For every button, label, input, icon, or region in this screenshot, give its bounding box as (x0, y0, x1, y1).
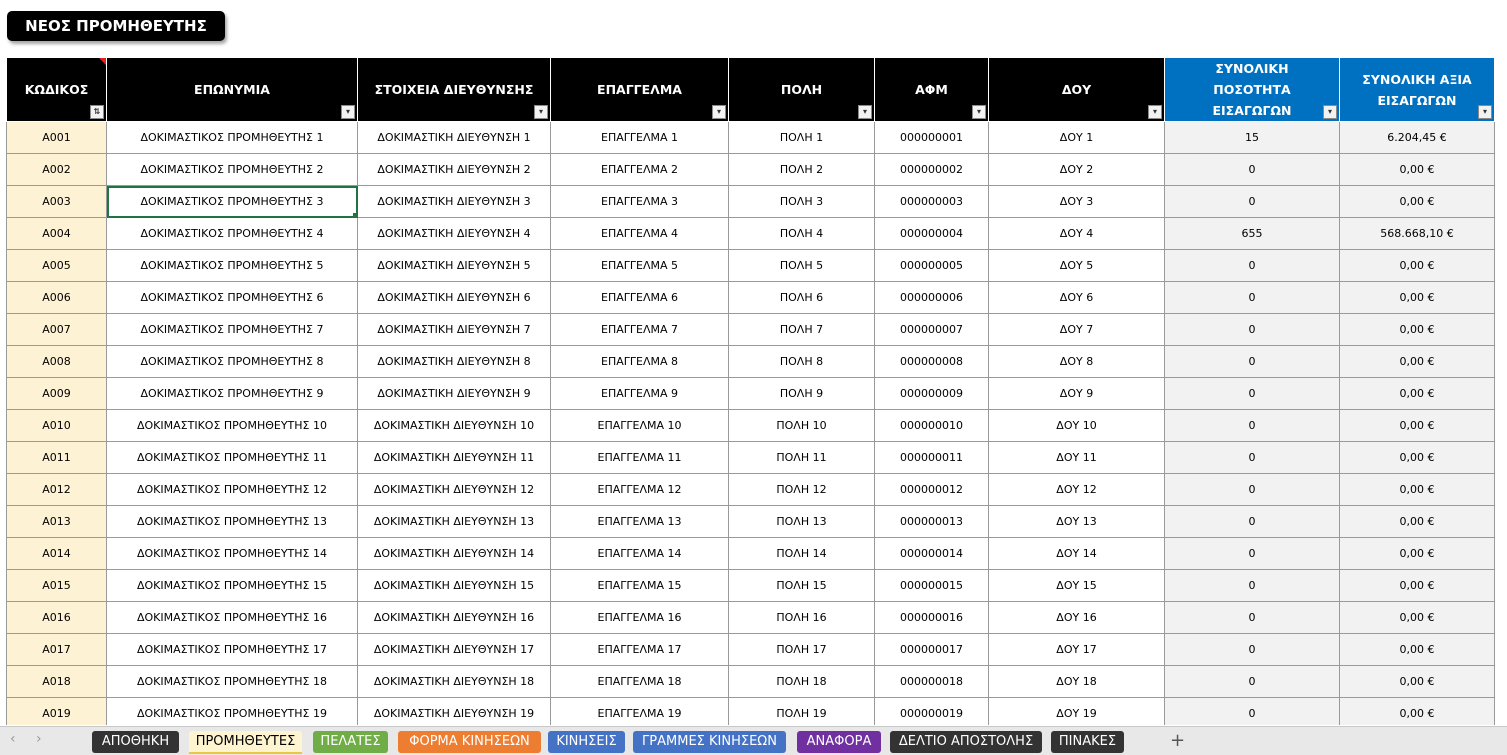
cell-name[interactable]: ΔΟΚΙΜΑΣΤΙΚΟΣ ΠΡΟΜΗΘΕΥΤΗΣ 12 (107, 474, 358, 506)
sheet-tab[interactable]: ΚΙΝΗΣΕΙΣ (548, 731, 625, 753)
cell-total-value[interactable]: 0,00 € (1340, 506, 1495, 538)
filter-dropdown-icon[interactable]: ▾ (1478, 105, 1492, 119)
cell-doy[interactable]: ΔΟΥ 11 (989, 442, 1165, 474)
cell-address[interactable]: ΔΟΚΙΜΑΣΤΙΚΗ ΔΙΕΥΘΥΝΣΗ 12 (358, 474, 551, 506)
table-row (7, 666, 1495, 698)
cell-code[interactable]: A019 (7, 698, 107, 726)
cell-afm[interactable]: 000000017 (875, 634, 989, 666)
cell-doy[interactable]: ΔΟΥ 4 (989, 218, 1165, 250)
table-row (7, 154, 1495, 186)
cell-code[interactable]: A009 (7, 378, 107, 410)
cell-profession[interactable]: ΕΠΑΓΓΕΛΜΑ 17 (551, 634, 729, 666)
cell-profession[interactable]: ΕΠΑΓΓΕΛΜΑ 14 (551, 538, 729, 570)
cell-afm[interactable]: 000000007 (875, 314, 989, 346)
cell-afm[interactable]: 000000011 (875, 442, 989, 474)
sheet-tab[interactable]: ΓΡΑΜΜΕΣ ΚΙΝΗΣΕΩΝ (633, 731, 786, 753)
sheet-tab[interactable]: ΦΟΡΜΑ ΚΙΝΗΣΕΩΝ (398, 731, 541, 753)
cell-afm[interactable]: 000000005 (875, 250, 989, 282)
cell-code[interactable]: A014 (7, 538, 107, 570)
filter-dropdown-icon[interactable]: ▾ (1148, 105, 1162, 119)
cell-total-value[interactable]: 0,00 € (1340, 250, 1495, 282)
cell-name[interactable]: ΔΟΚΙΜΑΣΤΙΚΟΣ ΠΡΟΜΗΘΕΥΤΗΣ 13 (107, 506, 358, 538)
cell-total-value[interactable]: 0,00 € (1340, 378, 1495, 410)
cell-doy[interactable]: ΔΟΥ 10 (989, 410, 1165, 442)
cell-afm[interactable]: 000000009 (875, 378, 989, 410)
cell-total-qty[interactable]: 0 (1165, 570, 1340, 602)
cell-total-qty[interactable]: 0 (1165, 442, 1340, 474)
cell-profession[interactable]: ΕΠΑΓΓΕΛΜΑ 12 (551, 474, 729, 506)
cell-afm[interactable]: 000000019 (875, 698, 989, 726)
cell-total-value[interactable]: 0,00 € (1340, 314, 1495, 346)
column-header-doy[interactable] (989, 58, 1165, 122)
cell-profession[interactable]: ΕΠΑΓΓΕΛΜΑ 11 (551, 442, 729, 474)
filter-dropdown-icon[interactable]: ▾ (534, 105, 548, 119)
column-header-code[interactable] (7, 58, 107, 122)
cell-profession[interactable]: ΕΠΑΓΓΕΛΜΑ 2 (551, 154, 729, 186)
cell-profession[interactable]: ΕΠΑΓΓΕΛΜΑ 6 (551, 282, 729, 314)
cell-total-value[interactable]: 0,00 € (1340, 154, 1495, 186)
cell-profession[interactable]: ΕΠΑΓΓΕΛΜΑ 4 (551, 218, 729, 250)
column-header-profession[interactable] (551, 58, 729, 122)
column-header-label: ΑΦΜ (915, 82, 948, 97)
cell-total-qty[interactable]: 0 (1165, 506, 1340, 538)
cell-name[interactable]: ΔΟΚΙΜΑΣΤΙΚΟΣ ΠΡΟΜΗΘΕΥΤΗΣ 16 (107, 602, 358, 634)
next-sheet-button[interactable]: › (36, 731, 42, 747)
cell-total-qty[interactable]: 0 (1165, 378, 1340, 410)
cell-profession[interactable]: ΕΠΑΓΓΕΛΜΑ 18 (551, 666, 729, 698)
column-header-name[interactable] (107, 58, 358, 122)
cell-city[interactable]: ΠΟΛΗ 5 (729, 250, 875, 282)
header-row (7, 58, 1495, 122)
cell-address[interactable]: ΔΟΚΙΜΑΣΤΙΚΗ ΔΙΕΥΘΥΝΣΗ 9 (358, 378, 551, 410)
cell-city[interactable]: ΠΟΛΗ 18 (729, 666, 875, 698)
cell-total-qty[interactable]: 0 (1165, 602, 1340, 634)
filter-dropdown-icon[interactable]: ▾ (858, 105, 872, 119)
cell-name[interactable]: ΔΟΚΙΜΑΣΤΙΚΟΣ ΠΡΟΜΗΘΕΥΤΗΣ 6 (107, 282, 358, 314)
column-header-total-value[interactable] (1340, 58, 1495, 122)
cell-profession[interactable]: ΕΠΑΓΓΕΛΜΑ 1 (551, 122, 729, 154)
cell-name[interactable]: ΔΟΚΙΜΑΣΤΙΚΟΣ ΠΡΟΜΗΘΕΥΤΗΣ 3 (107, 186, 358, 218)
cell-total-qty[interactable]: 0 (1165, 634, 1340, 666)
cell-total-qty[interactable]: 0 (1165, 474, 1340, 506)
cell-address[interactable]: ΔΟΚΙΜΑΣΤΙΚΗ ΔΙΕΥΘΥΝΣΗ 19 (358, 698, 551, 726)
table-row (7, 282, 1495, 314)
cell-afm[interactable]: 000000002 (875, 154, 989, 186)
table-row (7, 442, 1495, 474)
cell-code[interactable]: A016 (7, 602, 107, 634)
comment-indicator-icon (99, 58, 106, 65)
cell-address[interactable]: ΔΟΚΙΜΑΣΤΙΚΗ ΔΙΕΥΘΥΝΣΗ 15 (358, 570, 551, 602)
suppliers-sheet (6, 57, 1507, 725)
cell-total-value[interactable]: 0,00 € (1340, 186, 1495, 218)
column-header-afm[interactable] (875, 58, 989, 122)
cell-code[interactable]: A015 (7, 570, 107, 602)
cell-name[interactable]: ΔΟΚΙΜΑΣΤΙΚΟΣ ΠΡΟΜΗΘΕΥΤΗΣ 15 (107, 570, 358, 602)
cell-afm[interactable]: 000000018 (875, 666, 989, 698)
cell-afm[interactable]: 000000014 (875, 538, 989, 570)
cell-total-value[interactable]: 0,00 € (1340, 282, 1495, 314)
table-row (7, 218, 1495, 250)
column-header-label: ΚΩΔΙΚΟΣ (24, 82, 89, 97)
cell-address[interactable]: ΔΟΚΙΜΑΣΤΙΚΗ ΔΙΕΥΘΥΝΣΗ 18 (358, 666, 551, 698)
prev-sheet-button[interactable]: ‹ (10, 731, 16, 747)
table-row (7, 538, 1495, 570)
cell-total-value[interactable]: 0,00 € (1340, 410, 1495, 442)
cell-total-value[interactable]: 0,00 € (1340, 602, 1495, 634)
table-row (7, 346, 1495, 378)
sheet-tab[interactable]: ΑΝΑΦΟΡΑ (797, 731, 881, 753)
cell-city[interactable]: ΠΟΛΗ 16 (729, 602, 875, 634)
sheet-tab[interactable]: ΠΡΟΜΗΘΕΥΤΕΣ (189, 731, 302, 754)
cell-city[interactable]: ΠΟΛΗ 4 (729, 218, 875, 250)
sheet-tab[interactable]: ΔΕΛΤΙΟ ΑΠΟΣΤΟΛΗΣ (890, 731, 1042, 753)
column-header-label: ΔΟΥ (1061, 82, 1092, 97)
cell-profession[interactable]: ΕΠΑΓΓΕΛΜΑ 3 (551, 186, 729, 218)
cell-code[interactable]: A006 (7, 282, 107, 314)
cell-city[interactable]: ΠΟΛΗ 17 (729, 634, 875, 666)
cell-total-qty[interactable]: 15 (1165, 122, 1340, 154)
cell-code[interactable]: A007 (7, 314, 107, 346)
cell-doy[interactable]: ΔΟΥ 17 (989, 634, 1165, 666)
table-row (7, 314, 1495, 346)
cell-address[interactable]: ΔΟΚΙΜΑΣΤΙΚΗ ΔΙΕΥΘΥΝΣΗ 7 (358, 314, 551, 346)
cell-city[interactable]: ΠΟΛΗ 2 (729, 154, 875, 186)
cell-profession[interactable]: ΕΠΑΓΓΕΛΜΑ 13 (551, 506, 729, 538)
cell-afm[interactable]: 000000003 (875, 186, 989, 218)
column-header-label: ΣΥΝΟΛΙΚΗ ΑΞΙΑ ΕΙΣΑΓΩΓΩΝ (1362, 71, 1472, 108)
cell-address[interactable]: ΔΟΚΙΜΑΣΤΙΚΗ ΔΙΕΥΘΥΝΣΗ 11 (358, 442, 551, 474)
cell-total-qty[interactable]: 0 (1165, 666, 1340, 698)
cell-code[interactable]: A013 (7, 506, 107, 538)
cell-name[interactable]: ΔΟΚΙΜΑΣΤΙΚΟΣ ΠΡΟΜΗΘΕΥΤΗΣ 5 (107, 250, 358, 282)
cell-name[interactable]: ΔΟΚΙΜΑΣΤΙΚΟΣ ΠΡΟΜΗΘΕΥΤΗΣ 4 (107, 218, 358, 250)
cell-afm[interactable]: 000000016 (875, 602, 989, 634)
cell-address[interactable]: ΔΟΚΙΜΑΣΤΙΚΗ ΔΙΕΥΘΥΝΣΗ 1 (358, 122, 551, 154)
table-row (7, 122, 1495, 154)
cell-doy[interactable]: ΔΟΥ 18 (989, 666, 1165, 698)
table-row (7, 634, 1495, 666)
table-row (7, 410, 1495, 442)
cell-address[interactable]: ΔΟΚΙΜΑΣΤΙΚΗ ΔΙΕΥΘΥΝΣΗ 8 (358, 346, 551, 378)
cell-name[interactable]: ΔΟΚΙΜΑΣΤΙΚΟΣ ΠΡΟΜΗΘΕΥΤΗΣ 9 (107, 378, 358, 410)
cell-doy[interactable]: ΔΟΥ 8 (989, 346, 1165, 378)
table-row (7, 506, 1495, 538)
cell-name[interactable]: ΔΟΚΙΜΑΣΤΙΚΟΣ ΠΡΟΜΗΘΕΥΤΗΣ 10 (107, 410, 358, 442)
cell-address[interactable]: ΔΟΚΙΜΑΣΤΙΚΗ ΔΙΕΥΘΥΝΣΗ 4 (358, 218, 551, 250)
cell-profession[interactable]: ΕΠΑΓΓΕΛΜΑ 10 (551, 410, 729, 442)
cell-total-value[interactable]: 0,00 € (1340, 634, 1495, 666)
table-row (7, 250, 1495, 282)
cell-city[interactable]: ΠΟΛΗ 7 (729, 314, 875, 346)
cell-afm[interactable]: 000000010 (875, 410, 989, 442)
cell-name[interactable]: ΔΟΚΙΜΑΣΤΙΚΟΣ ΠΡΟΜΗΘΕΥΤΗΣ 14 (107, 538, 358, 570)
cell-doy[interactable]: ΔΟΥ 1 (989, 122, 1165, 154)
column-header-label: ΕΠΩΝΥΜΙΑ (194, 82, 270, 97)
cell-name[interactable]: ΔΟΚΙΜΑΣΤΙΚΟΣ ΠΡΟΜΗΘΕΥΤΗΣ 19 (107, 698, 358, 726)
column-header-address[interactable] (358, 58, 551, 122)
sheet-tab-bar (0, 726, 1507, 755)
cell-total-qty[interactable]: 0 (1165, 698, 1340, 726)
cell-city[interactable]: ΠΟΛΗ 8 (729, 346, 875, 378)
filter-dropdown-icon[interactable]: ▾ (1323, 105, 1337, 119)
table-row (7, 570, 1495, 602)
cell-city[interactable]: ΠΟΛΗ 15 (729, 570, 875, 602)
new-supplier-button[interactable]: ΝΕΟΣ ΠΡΟΜΗΘΕΥΤΗΣ (7, 11, 225, 41)
cell-address[interactable]: ΔΟΚΙΜΑΣΤΙΚΗ ΔΙΕΥΘΥΝΣΗ 14 (358, 538, 551, 570)
cell-address[interactable]: ΔΟΚΙΜΑΣΤΙΚΗ ΔΙΕΥΘΥΝΣΗ 13 (358, 506, 551, 538)
cell-doy[interactable]: ΔΟΥ 15 (989, 570, 1165, 602)
column-header-label: ΕΠΑΓΓΕΛΜΑ (597, 82, 682, 97)
add-sheet-button[interactable]: + (1170, 730, 1186, 751)
cell-city[interactable]: ΠΟΛΗ 3 (729, 186, 875, 218)
cell-profession[interactable]: ΕΠΑΓΓΕΛΜΑ 19 (551, 698, 729, 726)
cell-city[interactable]: ΠΟΛΗ 11 (729, 442, 875, 474)
cell-address[interactable]: ΔΟΚΙΜΑΣΤΙΚΗ ΔΙΕΥΘΥΝΣΗ 16 (358, 602, 551, 634)
suppliers-table (6, 57, 1495, 725)
cell-code[interactable]: A003 (7, 186, 107, 218)
cell-profession[interactable]: ΕΠΑΓΓΕΛΜΑ 5 (551, 250, 729, 282)
cell-doy[interactable]: ΔΟΥ 19 (989, 698, 1165, 726)
cell-total-qty[interactable]: 0 (1165, 346, 1340, 378)
cell-name[interactable]: ΔΟΚΙΜΑΣΤΙΚΟΣ ΠΡΟΜΗΘΕΥΤΗΣ 1 (107, 122, 358, 154)
cell-address[interactable]: ΔΟΚΙΜΑΣΤΙΚΗ ΔΙΕΥΘΥΝΣΗ 17 (358, 634, 551, 666)
cell-city[interactable]: ΠΟΛΗ 19 (729, 698, 875, 726)
cell-profession[interactable]: ΕΠΑΓΓΕΛΜΑ 16 (551, 602, 729, 634)
cell-total-qty[interactable]: 0 (1165, 410, 1340, 442)
cell-total-value[interactable]: 0,00 € (1340, 474, 1495, 506)
column-header-total-qty[interactable] (1165, 58, 1340, 122)
cell-doy[interactable]: ΔΟΥ 14 (989, 538, 1165, 570)
cell-address[interactable]: ΔΟΚΙΜΑΣΤΙΚΗ ΔΙΕΥΘΥΝΣΗ 2 (358, 154, 551, 186)
cell-city[interactable]: ΠΟΛΗ 12 (729, 474, 875, 506)
cell-total-value[interactable]: 568.668,10 € (1340, 218, 1495, 250)
cell-total-value[interactable]: 0,00 € (1340, 442, 1495, 474)
cell-total-value[interactable]: 0,00 € (1340, 666, 1495, 698)
cell-afm[interactable]: 000000015 (875, 570, 989, 602)
cell-city[interactable]: ΠΟΛΗ 13 (729, 506, 875, 538)
filter-dropdown-icon[interactable]: ▾ (972, 105, 986, 119)
cell-afm[interactable]: 000000004 (875, 218, 989, 250)
column-header-city[interactable] (729, 58, 875, 122)
cell-total-qty[interactable]: 0 (1165, 186, 1340, 218)
table-row (7, 698, 1495, 726)
cell-afm[interactable]: 000000008 (875, 346, 989, 378)
cell-code[interactable]: A004 (7, 218, 107, 250)
cell-total-value[interactable]: 6.204,45 € (1340, 122, 1495, 154)
cell-total-qty[interactable]: 0 (1165, 314, 1340, 346)
cell-total-value[interactable]: 0,00 € (1340, 538, 1495, 570)
cell-afm[interactable]: 000000013 (875, 506, 989, 538)
cell-profession[interactable]: ΕΠΑΓΓΕΛΜΑ 15 (551, 570, 729, 602)
filter-dropdown-icon[interactable]: ⇅ (90, 105, 104, 119)
cell-code[interactable]: A010 (7, 410, 107, 442)
table-row (7, 602, 1495, 634)
cell-name[interactable]: ΔΟΚΙΜΑΣΤΙΚΟΣ ΠΡΟΜΗΘΕΥΤΗΣ 2 (107, 154, 358, 186)
cell-total-qty[interactable]: 0 (1165, 282, 1340, 314)
cell-address[interactable]: ΔΟΚΙΜΑΣΤΙΚΗ ΔΙΕΥΘΥΝΣΗ 5 (358, 250, 551, 282)
table-row (7, 378, 1495, 410)
cell-total-value[interactable]: 0,00 € (1340, 570, 1495, 602)
cell-total-qty[interactable]: 0 (1165, 250, 1340, 282)
cell-total-qty[interactable]: 0 (1165, 538, 1340, 570)
cell-code[interactable]: A012 (7, 474, 107, 506)
column-header-label: ΠΟΛΗ (780, 82, 823, 97)
filter-dropdown-icon[interactable]: ▾ (712, 105, 726, 119)
cell-city[interactable]: ΠΟΛΗ 6 (729, 282, 875, 314)
table-row (7, 186, 1495, 218)
cell-doy[interactable]: ΔΟΥ 3 (989, 186, 1165, 218)
cell-profession[interactable]: ΕΠΑΓΓΕΛΜΑ 8 (551, 346, 729, 378)
cell-address[interactable]: ΔΟΚΙΜΑΣΤΙΚΗ ΔΙΕΥΘΥΝΣΗ 3 (358, 186, 551, 218)
cell-code[interactable]: A002 (7, 154, 107, 186)
sheet-tab[interactable]: ΠΕΛΑΤΕΣ (313, 731, 388, 753)
cell-code[interactable]: A011 (7, 442, 107, 474)
cell-code[interactable]: A018 (7, 666, 107, 698)
cell-doy[interactable]: ΔΟΥ 7 (989, 314, 1165, 346)
table-row (7, 474, 1495, 506)
cell-total-qty[interactable]: 655 (1165, 218, 1340, 250)
cell-name[interactable]: ΔΟΚΙΜΑΣΤΙΚΟΣ ΠΡΟΜΗΘΕΥΤΗΣ 7 (107, 314, 358, 346)
cell-city[interactable]: ΠΟΛΗ 9 (729, 378, 875, 410)
column-header-label: ΣΥΝΟΛΙΚΗ ΠΟΣΟΤΗΤΑ ΕΙΣΑΓΩΓΩΝ (1212, 61, 1292, 118)
cell-doy[interactable]: ΔΟΥ 13 (989, 506, 1165, 538)
cell-city[interactable]: ΠΟΛΗ 1 (729, 122, 875, 154)
cell-doy[interactable]: ΔΟΥ 5 (989, 250, 1165, 282)
cell-profession[interactable]: ΕΠΑΓΓΕΛΜΑ 7 (551, 314, 729, 346)
cell-total-value[interactable]: 0,00 € (1340, 346, 1495, 378)
column-header-label: ΣΤΟΙΧΕΙΑ ΔΙΕΥΘΥΝΣΗΣ (374, 82, 534, 97)
cell-profession[interactable]: ΕΠΑΓΓΕΛΜΑ 9 (551, 378, 729, 410)
cell-city[interactable]: ΠΟΛΗ 14 (729, 538, 875, 570)
cell-code[interactable]: A017 (7, 634, 107, 666)
filter-dropdown-icon[interactable]: ▾ (341, 105, 355, 119)
cell-total-value[interactable]: 0,00 € (1340, 698, 1495, 726)
cell-name[interactable]: ΔΟΚΙΜΑΣΤΙΚΟΣ ΠΡΟΜΗΘΕΥΤΗΣ 18 (107, 666, 358, 698)
cell-code[interactable]: A005 (7, 250, 107, 282)
cell-doy[interactable]: ΔΟΥ 2 (989, 154, 1165, 186)
cell-address[interactable]: ΔΟΚΙΜΑΣΤΙΚΗ ΔΙΕΥΘΥΝΣΗ 10 (358, 410, 551, 442)
cell-city[interactable]: ΠΟΛΗ 10 (729, 410, 875, 442)
cell-name[interactable]: ΔΟΚΙΜΑΣΤΙΚΟΣ ΠΡΟΜΗΘΕΥΤΗΣ 8 (107, 346, 358, 378)
cell-name[interactable]: ΔΟΚΙΜΑΣΤΙΚΟΣ ΠΡΟΜΗΘΕΥΤΗΣ 17 (107, 634, 358, 666)
cell-afm[interactable]: 000000006 (875, 282, 989, 314)
cell-code[interactable]: A008 (7, 346, 107, 378)
sheet-tab[interactable]: ΠΙΝΑΚΕΣ (1051, 731, 1124, 753)
cell-total-qty[interactable]: 0 (1165, 154, 1340, 186)
cell-doy[interactable]: ΔΟΥ 9 (989, 378, 1165, 410)
cell-doy[interactable]: ΔΟΥ 12 (989, 474, 1165, 506)
cell-doy[interactable]: ΔΟΥ 16 (989, 602, 1165, 634)
cell-code[interactable]: A001 (7, 122, 107, 154)
cell-name[interactable]: ΔΟΚΙΜΑΣΤΙΚΟΣ ΠΡΟΜΗΘΕΥΤΗΣ 11 (107, 442, 358, 474)
sheet-tab[interactable]: ΑΠΟΘΗΚΗ (92, 731, 179, 753)
cell-afm[interactable]: 000000001 (875, 122, 989, 154)
cell-address[interactable]: ΔΟΚΙΜΑΣΤΙΚΗ ΔΙΕΥΘΥΝΣΗ 6 (358, 282, 551, 314)
cell-doy[interactable]: ΔΟΥ 6 (989, 282, 1165, 314)
cell-afm[interactable]: 000000012 (875, 474, 989, 506)
